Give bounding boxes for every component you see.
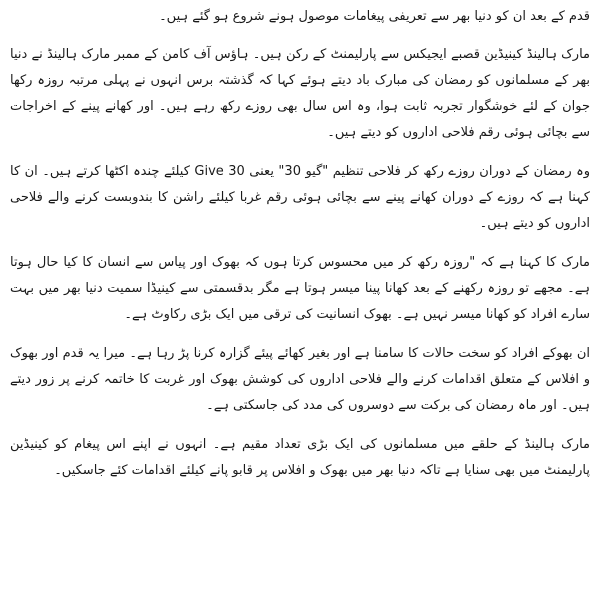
article-paragraph-5: ان بھوکے افراد کو سخت حالات کا سامنا ہے اور بغیر کھائے پیئے گزارہ کرنا پڑ رہا ہے۔ میرا یہ قدم اور بھوک و افلاس کے متعلق اقدامات کرنے والے فلاحی اداروں کی کوشش بھوک اور غربت کا خاتمہ کرنے پر زور دیتے ہیں۔ اور ماہ رمضان کی برکت سے دوسروں کی مدد کی جاسکتی ہے۔ — [10, 346, 590, 413]
article-paragraph-1: قدم کے بعد ان کو دنیا بھر سے تعریفی پیغامات موصول ہونے شروع ہو گئے ہیں۔ — [159, 9, 590, 24]
article-paragraph-3: وہ رمضان کے دوران روزے رکھ کر فلاحی تنظیم "گیو 30" یعنی Give 30 کیلئے چندہ اکٹھا کرتے ہیں۔ ان کا کہنا ہے کہ روزے کے دوران کھانے پینے سے بچائی ہوئی رقم غربا کیلئے راشن کا بندوبست کرنے والے فلاحی اداروں کو دیتے ہیں۔ — [10, 164, 590, 231]
article-paragraph-6: مارک ہالینڈ کے حلقے میں مسلمانوں کی ایک بڑی تعداد مقیم ہے۔ انہوں نے اپنے اس پیغام کو کینیڈین پارلیمنٹ میں بھی سنایا ہے تاکہ دنیا بھر میں بھوک و افلاس پر قابو پانے کیلئے اقدامات کئے جاسکیں۔ — [10, 437, 590, 478]
article-paragraph-4: مارک کا کہنا ہے کہ "روزہ رکھ کر میں محسوس کرتا ہوں کہ بھوک اور پیاس سے انسان کا کیا حال ہوتا ہے۔ مجھے تو روزہ رکھنے کے بعد کھانا پینا میسر ہوتا ہے مگر بدقسمتی سے کینیڈا سمیت دنیا بھر میں بہت سارے افراد کو کھانا میسر نہیں ہے۔ بھوک انسانیت کی ترقی میں ایک بڑی رکاوٹ ہے۔ — [10, 255, 590, 322]
article-paragraph-2: مارک ہالینڈ کینیڈین قصبے ایجیکس سے پارلیمنٹ کے رکن ہیں۔ ہاؤس آف کامن کے ممبر مارک ہالینڈ نے دنیا بھر کے مسلمانوں کو رمضان کی مبارک باد دیتے ہوئے کہا کہ گذشتہ برس انہوں نے پہلی مرتبہ روزہ رکھا جوان کے لئے خوشگوار تجربہ ثابت ہوا، وہ اس سال بھی روزے رکھ رہے ہیں۔ اور کھانے پینے کے اخراجات سے بچائی ہوئی رقم فلاحی اداروں کو دیتے ہیں۔ — [10, 47, 590, 140]
